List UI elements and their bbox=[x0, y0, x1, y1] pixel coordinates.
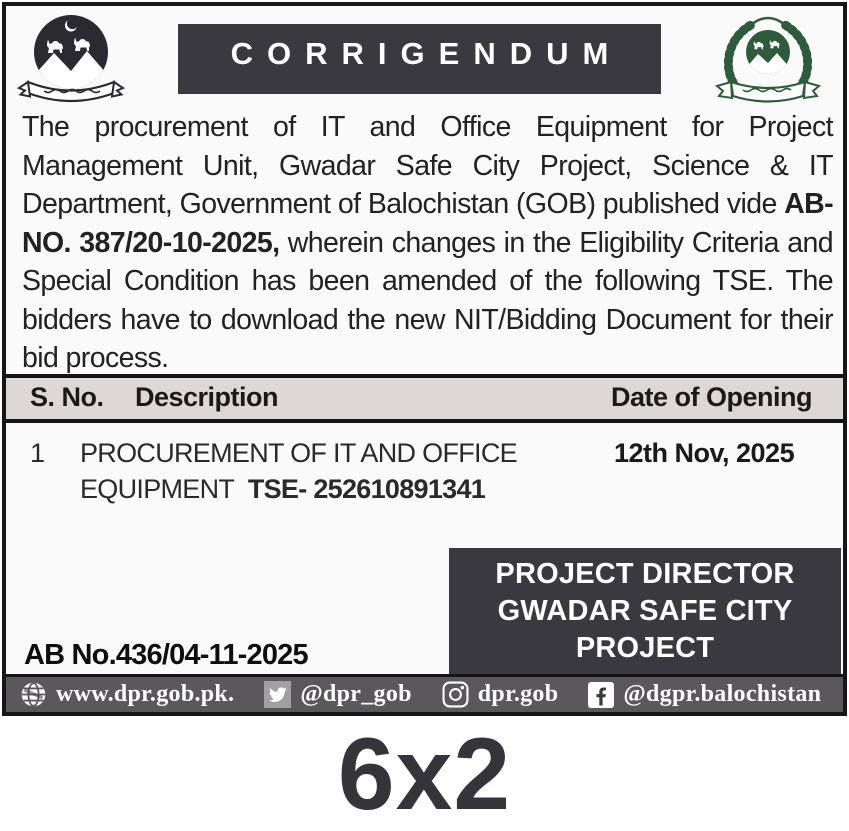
notice-paragraph bbox=[6, 102, 843, 374]
balochistan-government-emblem-icon bbox=[16, 12, 126, 111]
facebook-icon bbox=[588, 682, 614, 708]
table-row bbox=[6, 423, 843, 507]
footer-facebook-handle: @dgpr.balochistan bbox=[623, 681, 822, 707]
signature-line-3: PROJECT bbox=[575, 631, 715, 664]
signature-line-2: GWADAR SAFE CITY bbox=[497, 594, 793, 627]
row-serial-number: 1 bbox=[30, 438, 45, 468]
footer-social-bar bbox=[6, 674, 843, 712]
ad-size-label: 6x2 bbox=[337, 717, 512, 831]
footer-twitter-handle: @dpr_gob bbox=[300, 681, 412, 707]
title-bar bbox=[178, 24, 661, 94]
corrigendum-notice bbox=[2, 2, 847, 716]
column-header-date: Date of Opening bbox=[611, 382, 812, 412]
globe-icon bbox=[20, 681, 47, 708]
dgpr-balochistan-emblem-icon bbox=[697, 12, 839, 113]
table-header bbox=[6, 374, 843, 423]
instagram-icon bbox=[442, 681, 469, 708]
signature-line-1: PROJECT DIRECTOR bbox=[495, 557, 795, 590]
notice-text-reference: AB-NO. 387/20-10-2025, bbox=[22, 188, 833, 259]
description-line-1: PROCUREMENT OF IT AND OFFICE bbox=[80, 438, 517, 468]
notice-text-after: wherein changes in the Eligibility Criteria and Special Condition has been amended of the following TSE. The bidders have to download the new NIT/Bidding Document for their bid process. bbox=[22, 226, 833, 374]
column-header-description: Description bbox=[135, 382, 279, 412]
row-description bbox=[80, 435, 614, 507]
twitter-icon bbox=[264, 681, 291, 708]
masthead bbox=[6, 6, 843, 102]
notice-text-before: The procurement of IT and Office Equipment for Project Management Unit, Gwadar Safe City Project, Science & IT Department, Government of Balochistan (GOB) published vide bbox=[22, 111, 833, 220]
footer-website: www.dpr.gob.pk. bbox=[56, 681, 235, 707]
bottom-area bbox=[6, 507, 843, 674]
row-date-of-opening: 12th Nov, 2025 bbox=[614, 438, 795, 468]
ab-number: AB No.436/04-11-2025 bbox=[24, 639, 308, 671]
column-header-sno: S. No. bbox=[30, 382, 104, 412]
description-line-2: EQUIPMENT TSE- 252610891341 bbox=[80, 474, 486, 504]
signature-box bbox=[449, 548, 841, 674]
page-title: CORRIGENDUM bbox=[230, 36, 623, 71]
tse-number: TSE- 252610891341 bbox=[247, 474, 486, 504]
footer-instagram-handle: dpr.gob bbox=[477, 681, 559, 707]
